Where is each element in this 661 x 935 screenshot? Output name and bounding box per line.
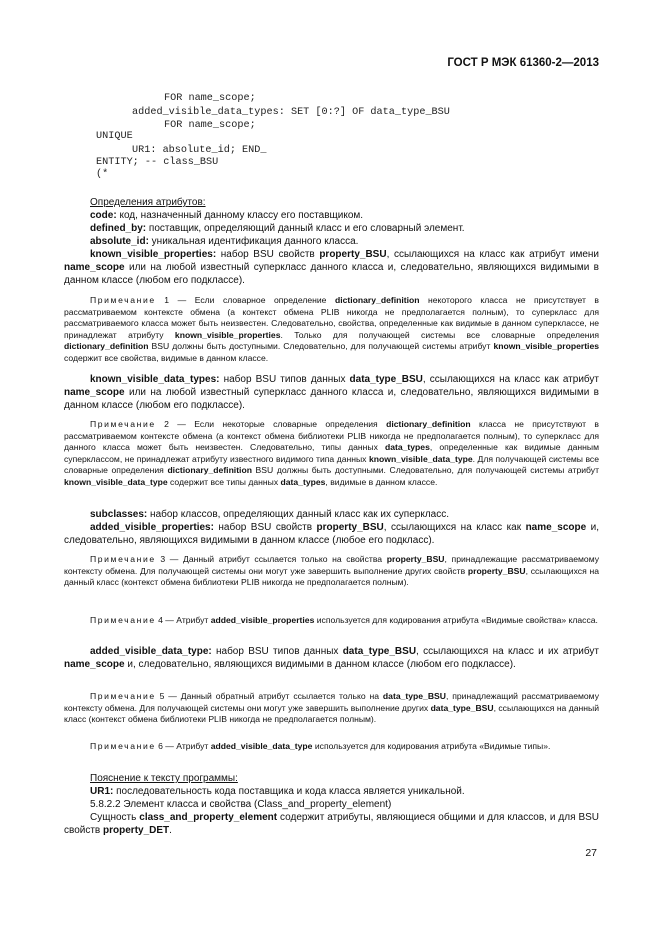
essence-paragraph: Сущность class_and_property_element содержит атрибуты, являющиеся общими и для классов, и для BSU свойств property_DET. [64,812,599,836]
note-5: Примечание 5 — Данный обратный атрибут ссылается только на data_type_BSU, принадлежащий рассматриваемому контексту обмена. Для получающей системы они могут уже завершить выполнение других data_type_BSU, ссылающихся на данный класс (контекст обмена библиотеки PLIB никогда не предполагается полным). [64,691,599,725]
definitions-block [64,196,599,287]
page-number: 27 [585,847,597,859]
note-1: Примечание 1 — Если словарное определение dictionary_definition некоторого класса не присутствует в рассматриваемом контексте обмена (а контекст обмена PLIB никогда не предполагается полным), то суперкласс для рассматриваемого класса может быть неизвестен. Следовательно, свойства, определенные как видимые в данном суперклассе, не принадлежат атрибуту known_visible_properties. Только для получающей системы все словарные определения dictionary_definition BSU должны быть доступными. Следовательно, для получающей системы атрибут known_visible_properties содержит все свойства, видимые в данном классе. [64,295,599,363]
explanation-title: Пояснение к тексту программы: [90,773,238,784]
defs-title: Определения атрибутов: [90,197,206,208]
def-defined-by: defined_by: поставщик, определяющий данный класс и его словарный элемент. [90,223,465,234]
code-line-4: UNIQUE [96,131,133,142]
def-known-visible-properties: known_visible_properties: набор BSU свойств property_BSU, ссылающихся на класс как атрибут имени name_scope или на любой известный суперкласс данного класса и, следовательно, являющихся видимыми в данном классе (любом его подклассе). [64,249,599,286]
def-subclasses: subclasses: набор классов, определяющих данный класс как их суперкласс. [90,509,449,520]
def-added-visible-properties: added_visible_properties: набор BSU свойств property_BSU, ссылающихся на класс как name_scope и, следовательно, являющихся видимыми в данном классе (любое его подкласс). [64,522,599,546]
code-line-1: FOR name_scope; [164,93,256,104]
def-subclasses-block [64,508,599,547]
note-4: Примечание 4 — Атрибут added_visible_properties используется для кодирования атрибута «Видимые свойства» класса. [90,615,598,625]
code-line-7: (* [96,169,109,180]
note-2: Примечание 2 — Если некоторые словарные определения dictionary_definition класса не присутствуют в рассматриваемом контексте обмена (а контекст обмена библиотеки PLIB никогда не предполагается полным), то суперкласс для данного класса может быть неизвестен. Следовательно, типы данных data_types, определенные как видимые данным суперклассом, не принадлежат атрибуту известного видимого типа данных known_visible_data_type. Для получающей системы все словарные определения dictionary_definition BSU должны быть доступными. Следовательно, для получающей системы атрибут known_visible_data_type содержит все типы данных data_types, видимые в данном классе. [64,419,600,487]
explanation-block [64,772,599,837]
ur1-explanation: UR1: последовательность кода поставщика и кода класса является уникальной. [90,786,465,797]
section-heading: 5.8.2.2 Элемент класса и свойства (Class_and_property_element) [90,799,392,810]
document-header: ГОСТ Р МЭК 61360-2—2013 [447,57,599,69]
note-6: Примечание 6 — Атрибут added_visible_data_type используется для кодирования атрибута «Видимые типы». [90,741,551,751]
def-absolute-id: absolute_id: уникальная идентификация данного класса. [90,236,359,247]
note-3: Примечание 3 — Данный атрибут ссылается только на свойства property_BSU, принадлежащие рассматриваемому контексту обмена. Для получающей системы они могут уже завершить выполнение других свойств property_BSU, ссылающихся на данный класс (контекст обмена библиотеки PLIB никогда не предполагается полным). [64,554,600,588]
code-line-5: UR1: absolute_id; END_ [132,145,267,156]
code-line-2: added_visible_data_types: SET [0:?] OF data_type_BSU [132,107,450,118]
def-added-visible-data-type: added_visible_data_type: набор BSU типов данных data_type_BSU, ссылающихся на класс и их атрибут name_scope и, следовательно, являющихся видимыми в данном классе (любом его подклассе). [64,646,599,670]
code-line-6: ENTITY; -- class_BSU [96,157,219,168]
def-code: code: код, назначенный данному классу его поставщиком. [90,210,364,221]
def-known-visible-data-types: known_visible_data_types: набор BSU типов данных data_type_BSU, ссылающихся на класс как атрибут name_scope или на любой известный суперкласс данного класса и, следовательно, являющихся видимыми в данном классе (любом его подклассе). [64,374,599,411]
code-line-3: FOR name_scope; [164,120,256,131]
